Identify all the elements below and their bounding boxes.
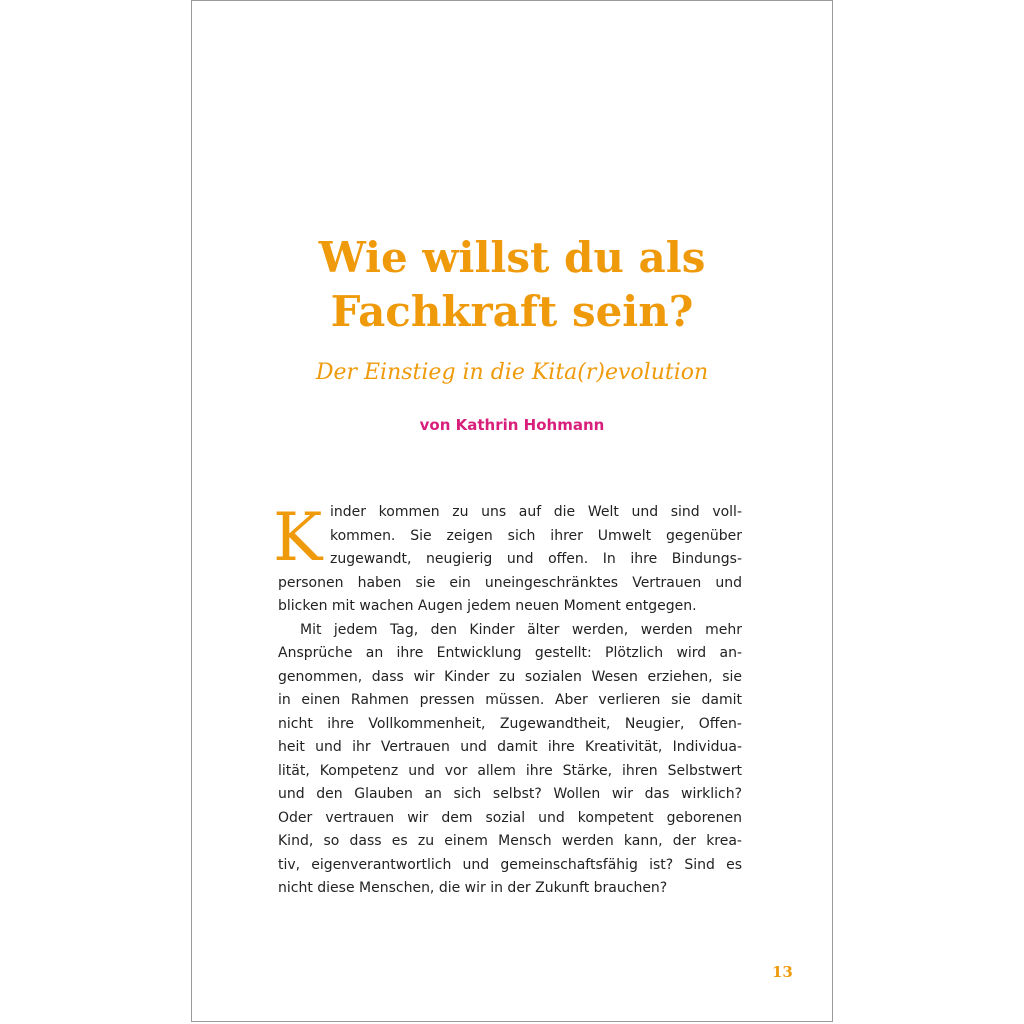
body-line: zugewandt, neugierig und offen. In ihre Bindungs- [330, 551, 742, 567]
body-line: personen haben sie ein uneingeschränktes Vertrauen und [278, 574, 742, 591]
body-line: heit und ihr Vertrauen und damit ihre Kreativität, Individua- [278, 739, 742, 755]
body-line: inder kommen zu uns auf die Welt und sind voll- [330, 504, 742, 520]
drop-cap: K [273, 499, 323, 576]
author-byline: von Kathrin Hohmann [419, 416, 605, 434]
body-line: Mit jedem Tag, den Kinder älter werden, werden mehr [300, 621, 742, 638]
body-line: tiv, eigenverantwortlich und gemeinschaftsfähig ist? Sind es [278, 856, 742, 873]
body-line: Oder vertrauen wir dem sozial und kompetent geborenen [278, 809, 742, 826]
body-line: kommen. Sie zeigen sich ihrer Umwelt gegenüber [330, 527, 742, 544]
body-line: in einen Rahmen pressen müssen. Aber verlieren sie damit [278, 692, 742, 708]
body-text [273, 499, 742, 901]
body-line: und den Glauben an sich selbst? Wollen wir das wirklich? [278, 786, 742, 802]
body-line: genommen, dass wir Kinder zu sozialen Wesen erziehen, sie [278, 668, 742, 685]
body-line: Kind, so dass es zu einem Mensch werden kann, der krea- [278, 833, 742, 849]
body-line: nicht diese Menschen, die wir in der Zukunft brauchen? [278, 880, 668, 896]
chapter-title-line-1: Wie willst du als [318, 233, 706, 282]
page-number: 13 [772, 963, 793, 981]
body-line: lität, Kompetenz und vor allem ihre Stärke, ihren Selbstwert [278, 762, 742, 779]
chapter-title [192, 231, 832, 339]
body-line: blicken mit wachen Augen jedem neuen Moment entgegen. [278, 598, 697, 614]
chapter-subtitle: Der Einstieg in die Kita(r)evolution [315, 360, 709, 385]
book-page [191, 0, 833, 1022]
body-line: Ansprüche an ihre Entwicklung gestellt: Plötzlich wird an- [278, 645, 742, 661]
chapter-title-line-2: Fachkraft sein? [330, 287, 694, 336]
body-line: nicht ihre Vollkommenheit, Zugewandtheit, Neugier, Offen- [278, 715, 742, 732]
